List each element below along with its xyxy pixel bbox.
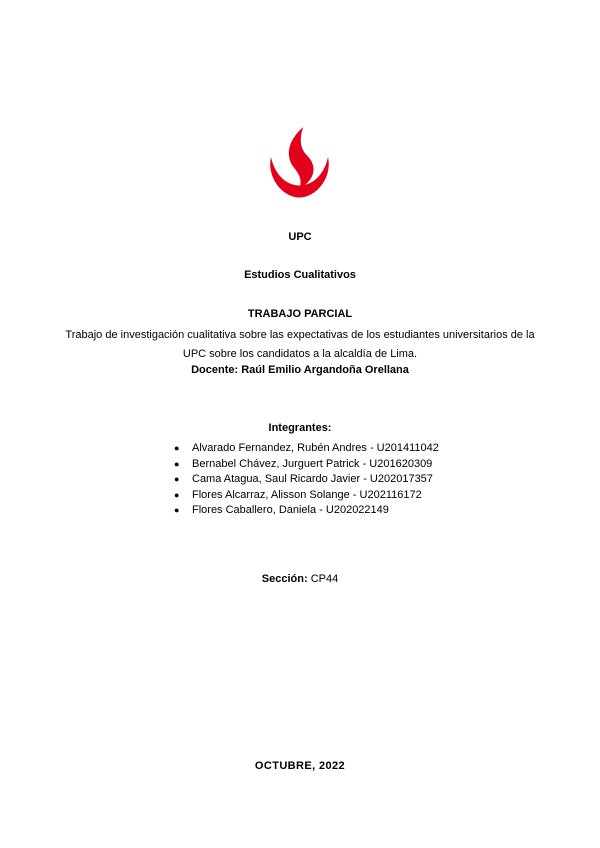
date: OCTUBRE, 2022 bbox=[254, 760, 346, 772]
section-line bbox=[0, 573, 600, 585]
member-item bbox=[174, 488, 439, 504]
bullet-icon: ● bbox=[174, 489, 180, 500]
member-item bbox=[174, 457, 439, 473]
member-item bbox=[174, 441, 439, 457]
member-name: Bernabel Chávez, Jurguert Patrick - U201620309 bbox=[192, 457, 433, 470]
member-name: Cama Atagua, Saul Ricardo Javier - U202017357 bbox=[192, 473, 433, 486]
member-name: Flores Alcarraz, Alisson Solange - U202116172 bbox=[192, 488, 422, 501]
institution-name: UPC bbox=[288, 231, 312, 243]
member-item bbox=[174, 503, 439, 519]
course-title: Estudios Cualitativos bbox=[244, 269, 356, 281]
bullet-icon: ● bbox=[174, 458, 180, 469]
member-name: Flores Caballero, Daniela - U202022149 bbox=[192, 504, 389, 517]
members-list bbox=[174, 441, 439, 519]
work-description: Trabajo de investigación cualitativa sobre las expectativas de los estudiantes universitarios de la UPC sobre los candidatos a la alcaldía de Lima. bbox=[65, 329, 535, 360]
bullet-icon: ● bbox=[174, 505, 180, 516]
members-heading: Integrantes: bbox=[268, 422, 332, 434]
bullet-icon: ● bbox=[174, 443, 180, 453]
member-item bbox=[174, 472, 439, 488]
teacher-name: Docente: Raúl Emilio Argandoña Orellana bbox=[191, 364, 409, 376]
section-value: CP44 bbox=[310, 573, 339, 585]
upc-logo-icon bbox=[262, 124, 337, 202]
bullet-icon: ● bbox=[174, 474, 180, 485]
member-name: Alvarado Fernandez, Rubén Andres - U201411042 bbox=[192, 442, 439, 454]
work-type: TRABAJO PARCIAL bbox=[247, 308, 353, 320]
section-label: Sección: bbox=[261, 573, 308, 585]
